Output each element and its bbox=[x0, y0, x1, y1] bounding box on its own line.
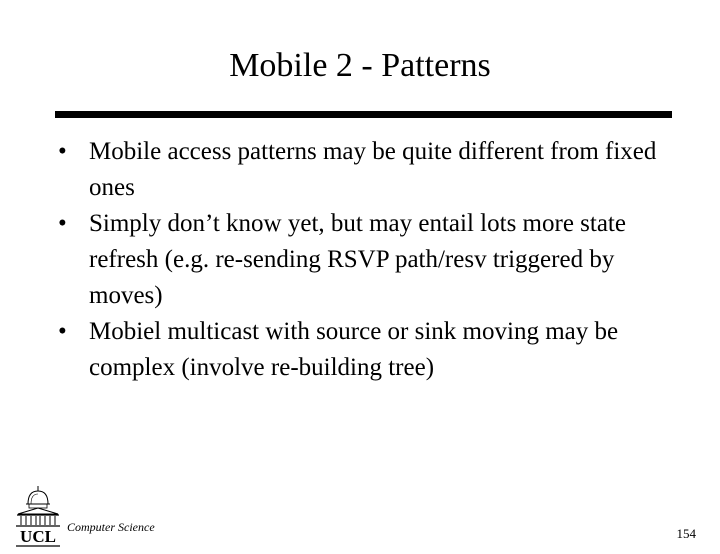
bullet-item bbox=[58, 206, 688, 314]
svg-text:UCL: UCL bbox=[20, 527, 56, 546]
bullet-marker: • bbox=[58, 210, 67, 237]
bullet-text: Mobile access patterns may be quite different from fixed ones bbox=[89, 138, 657, 201]
bullet-text: Mobiel multicast with source or sink moving may be complex (involve re-building tree) bbox=[89, 318, 619, 381]
bullet-item bbox=[58, 314, 688, 386]
title-divider bbox=[55, 111, 672, 118]
ucl-portico-icon bbox=[14, 486, 62, 548]
ucl-logo bbox=[14, 486, 62, 548]
bullet-list bbox=[58, 134, 688, 386]
slide-title: Mobile 2 - Patterns bbox=[229, 47, 491, 84]
footer-department: Computer Science bbox=[67, 520, 155, 534]
bullet-marker: • bbox=[58, 138, 67, 165]
bullet-text: Simply don’t know yet, but may entail lots more state refresh (e.g. re-sending RSVP path/resv triggered by moves) bbox=[89, 210, 626, 309]
bullet-marker: • bbox=[58, 318, 67, 345]
bullet-item bbox=[58, 134, 688, 206]
page-number: 154 bbox=[676, 526, 696, 541]
